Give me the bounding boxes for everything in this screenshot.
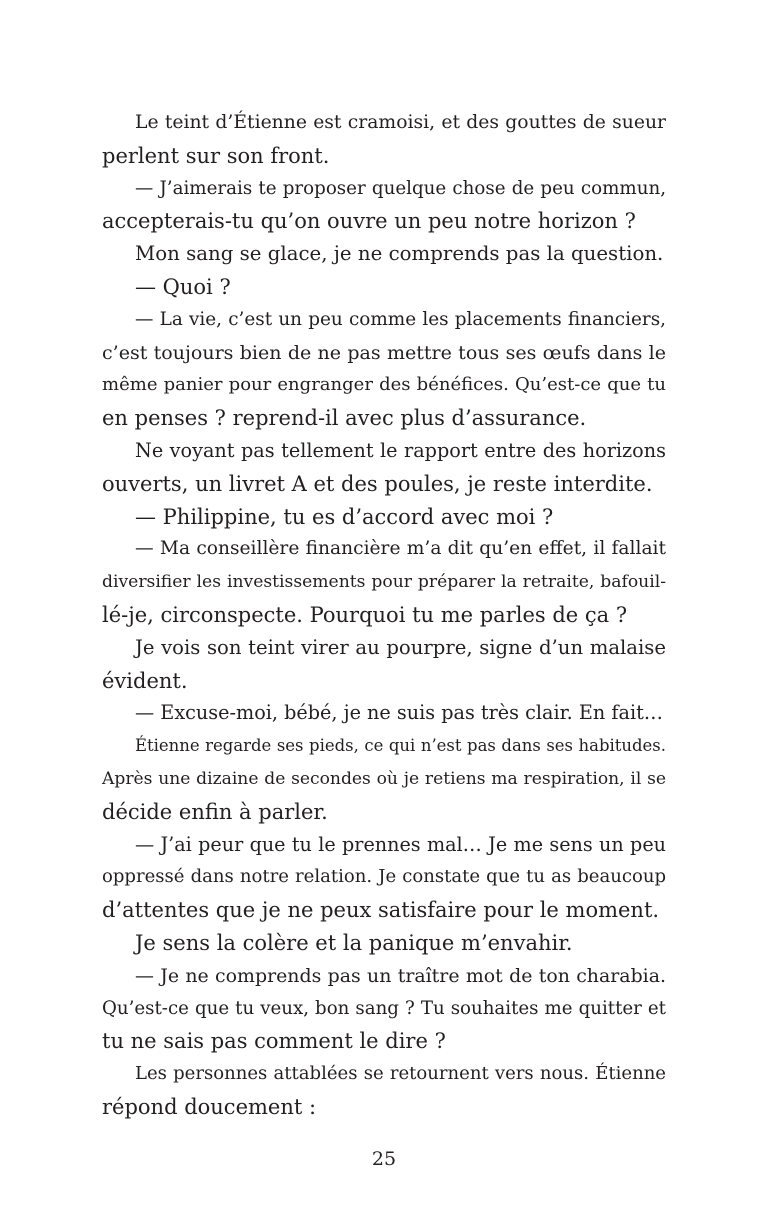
text-line: Qu’est-ce que tu veux, bon sang ? Tu souhaites me quitter et (102, 997, 666, 1019)
text-line: Je sens la colère et la panique m’envahir. (135, 930, 573, 955)
text-line: tu ne sais pas comment le dire ? (102, 1029, 446, 1054)
text-line: — J’aimerais te proposer quelque chose de peu commun, (135, 177, 666, 199)
text-line: accepterais-tu qu’on ouvre un peu notre horizon ? (102, 209, 636, 234)
text-line: c’est toujours bien de ne pas mettre tous ses œufs dans le (102, 341, 666, 364)
text-line: — Excuse-moi, bébé, je ne suis pas très clair. En fait… (135, 701, 664, 725)
text-line: Ne voyant pas tellement le rapport entre des horizons (135, 438, 666, 462)
text-line: Mon sang se glace, je ne comprends pas la question. (135, 242, 664, 266)
text-line: lé-je, circonspecte. Pourquoi tu me parles de ça ? (102, 602, 628, 627)
body-text (102, 107, 666, 1124)
text-line: diversifier les investissements pour préparer la retraite, bafouil- (102, 572, 666, 593)
text-line: en penses ? reprend-il avec plus d’assurance. (102, 406, 587, 431)
text-line: — J’ai peur que tu le prennes mal… Je me sens un peu (135, 832, 666, 856)
text-line: Je vois son teint virer au pourpre, signe d’un malaise (135, 635, 666, 659)
text-line: perlent sur son front. (102, 143, 330, 168)
text-line: d’attentes que je ne peux satisfaire pour le moment. (102, 898, 660, 923)
text-line: ouverts, un livret A et des poules, je reste interdite. (102, 471, 653, 496)
text-line: — La vie, c’est un peu comme les placements financiers, (135, 308, 666, 330)
text-line: répond doucement : (102, 1094, 317, 1119)
text-line: — Ma conseillère financière m’a dit qu’en effet, il fallait (135, 538, 666, 560)
text-line: oppressé dans notre relation. Je constate que tu as beaucoup (102, 866, 666, 888)
text-line: Le teint d’Étienne est cramoisi, et des gouttes de sueur (135, 112, 666, 133)
text-line: évident. (102, 668, 188, 693)
text-line: même panier pour engranger des bénéfices. Qu’est-ce que tu (102, 374, 666, 396)
text-line: Étienne regarde ses pieds, ce qui n’est pas dans ses habitudes. (135, 736, 666, 756)
text-line: Après une dizaine de secondes où je retiens ma respiration, il se (102, 768, 666, 789)
text-line: — Quoi ? (135, 274, 231, 299)
page-number: 25 (371, 1148, 397, 1170)
text-line: décide enfin à parler. (102, 799, 328, 824)
text-line: Les personnes attablées se retournent vers nous. Étienne (135, 1063, 666, 1085)
text-line: — Philippine, tu es d’accord avec moi ? (135, 504, 554, 529)
text-line: — Je ne comprends pas un traître mot de ton charabia. (135, 964, 666, 987)
